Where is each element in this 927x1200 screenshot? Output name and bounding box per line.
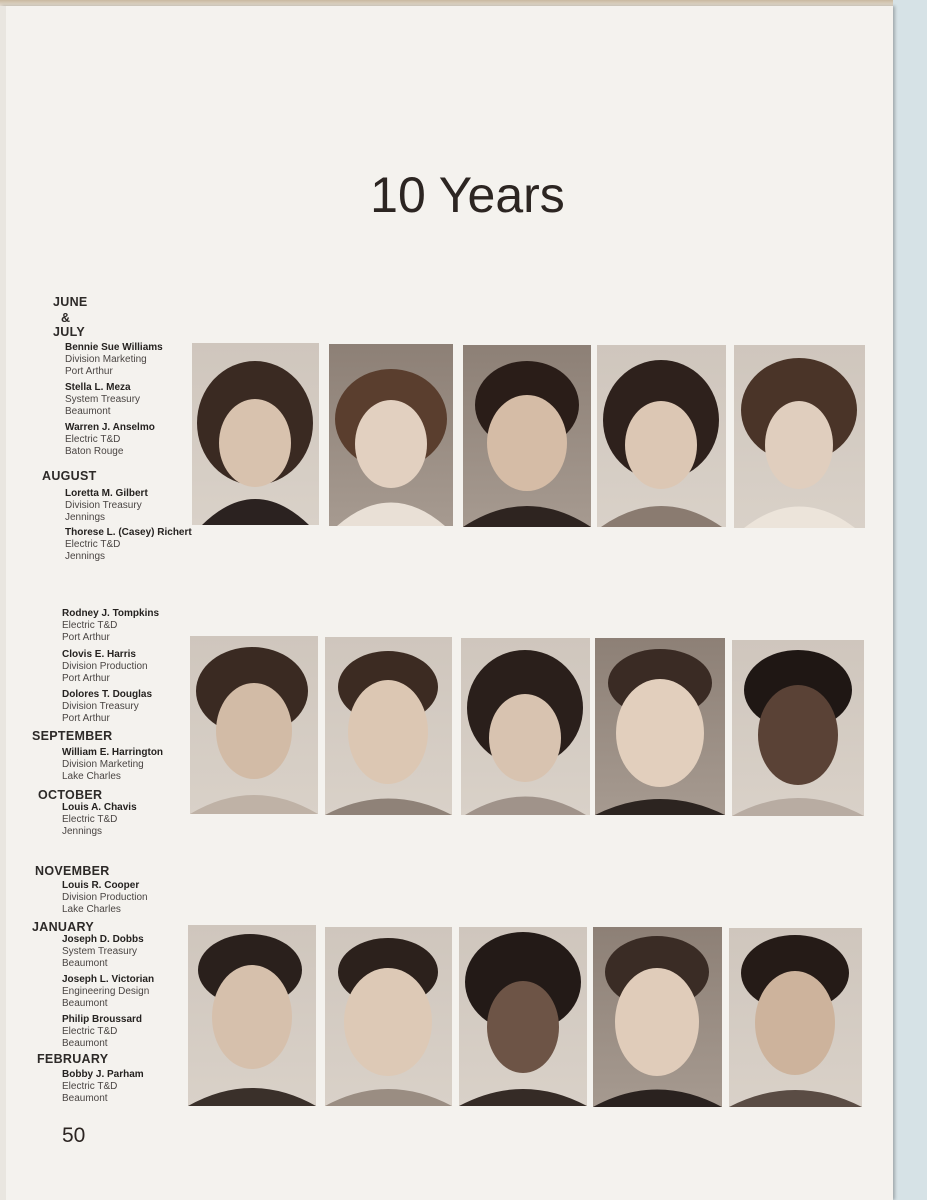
entry-city: Port Arthur [62, 632, 110, 644]
month-october: OCTOBER [38, 788, 103, 802]
entry-name: Warren J. Anselmo [65, 422, 155, 433]
entry-city: Beaumont [62, 1093, 108, 1105]
portrait-photo [597, 345, 726, 527]
portrait-photo [732, 640, 864, 816]
entry-department: System Treasury [62, 946, 138, 958]
entry-department: Division Marketing [65, 354, 147, 366]
portrait-photo [188, 925, 316, 1106]
entry-city: Port Arthur [62, 673, 110, 685]
portrait-photo [729, 928, 862, 1107]
entry-city: Jennings [62, 826, 103, 838]
entry-department: Electric T&D [62, 620, 118, 632]
entry-department: Electric T&D [62, 814, 118, 826]
entry-city: Lake Charles [62, 904, 121, 916]
portrait-photo [593, 927, 722, 1107]
portrait-photo [461, 638, 590, 815]
entry-city: Port Arthur [65, 366, 113, 378]
portrait-photo [463, 345, 591, 527]
entry-name: William E. Harrington [62, 747, 164, 758]
entry-name: Philip Broussard [62, 1014, 143, 1025]
portrait-photo [459, 927, 587, 1106]
entry-name: Dolores T. Douglas [62, 689, 153, 700]
entry-department: System Treasury [65, 394, 141, 406]
entry-name: Bobby J. Parham [62, 1069, 144, 1080]
entry-department: Division Treasury [65, 500, 142, 512]
entry-department: Electric T&D [65, 434, 121, 446]
entry-department: Electric T&D [62, 1081, 118, 1093]
portrait-photo [734, 345, 865, 528]
entry-city: Beaumont [62, 958, 108, 970]
portrait-photo [190, 636, 318, 814]
entry-department: Division Marketing [62, 759, 144, 771]
entry-department: Electric T&D [62, 1026, 118, 1038]
portrait-photo [595, 638, 725, 815]
entry [62, 880, 282, 917]
entry-name: Bennie Sue Williams [65, 342, 163, 353]
portrait-photo [329, 344, 453, 526]
portrait-photo [325, 637, 452, 815]
entry-department: Division Production [62, 892, 148, 904]
entry-name: Loretta M. Gilbert [65, 488, 148, 499]
month-january: JANUARY [32, 920, 95, 934]
entry-name: Joseph D. Dobbs [62, 934, 144, 945]
entry-name: Joseph L. Victorian [62, 974, 155, 985]
month-july: JULY [53, 325, 86, 339]
month-august: AUGUST [42, 469, 97, 483]
month-september: SEPTEMBER [32, 729, 113, 743]
page-number: 50 [62, 1124, 86, 1147]
month-june: JUNE [53, 295, 88, 309]
entry-city: Jennings [65, 512, 106, 524]
entry-city: Beaumont [62, 998, 108, 1010]
portrait-photo [192, 343, 319, 525]
entry-city: Port Arthur [62, 713, 110, 725]
month-november: NOVEMBER [35, 864, 110, 878]
entry-city: Baton Rouge [65, 446, 124, 458]
entry-name: Thorese L. (Casey) Richert [65, 527, 192, 538]
entry-city: Jennings [65, 551, 106, 563]
entry-city: Lake Charles [62, 771, 121, 783]
page-title: 10 Years [370, 167, 565, 223]
entry-city: Beaumont [65, 406, 111, 418]
entry-city: Beaumont [62, 1038, 108, 1050]
entry-name: Louis R. Cooper [62, 880, 140, 891]
entry-name: Clovis E. Harris [62, 649, 136, 660]
entry-name: Louis A. Chavis [62, 802, 137, 813]
entry-name: Rodney J. Tompkins [62, 608, 160, 619]
month-ampersand: & [61, 311, 71, 325]
entry-department: Division Production [62, 661, 148, 673]
entry-department: Electric T&D [65, 539, 121, 551]
entry-department: Division Treasury [62, 701, 139, 713]
entry-department: Engineering Design [62, 986, 150, 998]
month-february: FEBRUARY [37, 1052, 109, 1066]
entry [65, 527, 245, 564]
entry-name: Stella L. Meza [65, 382, 131, 393]
portrait-photo [325, 927, 452, 1106]
